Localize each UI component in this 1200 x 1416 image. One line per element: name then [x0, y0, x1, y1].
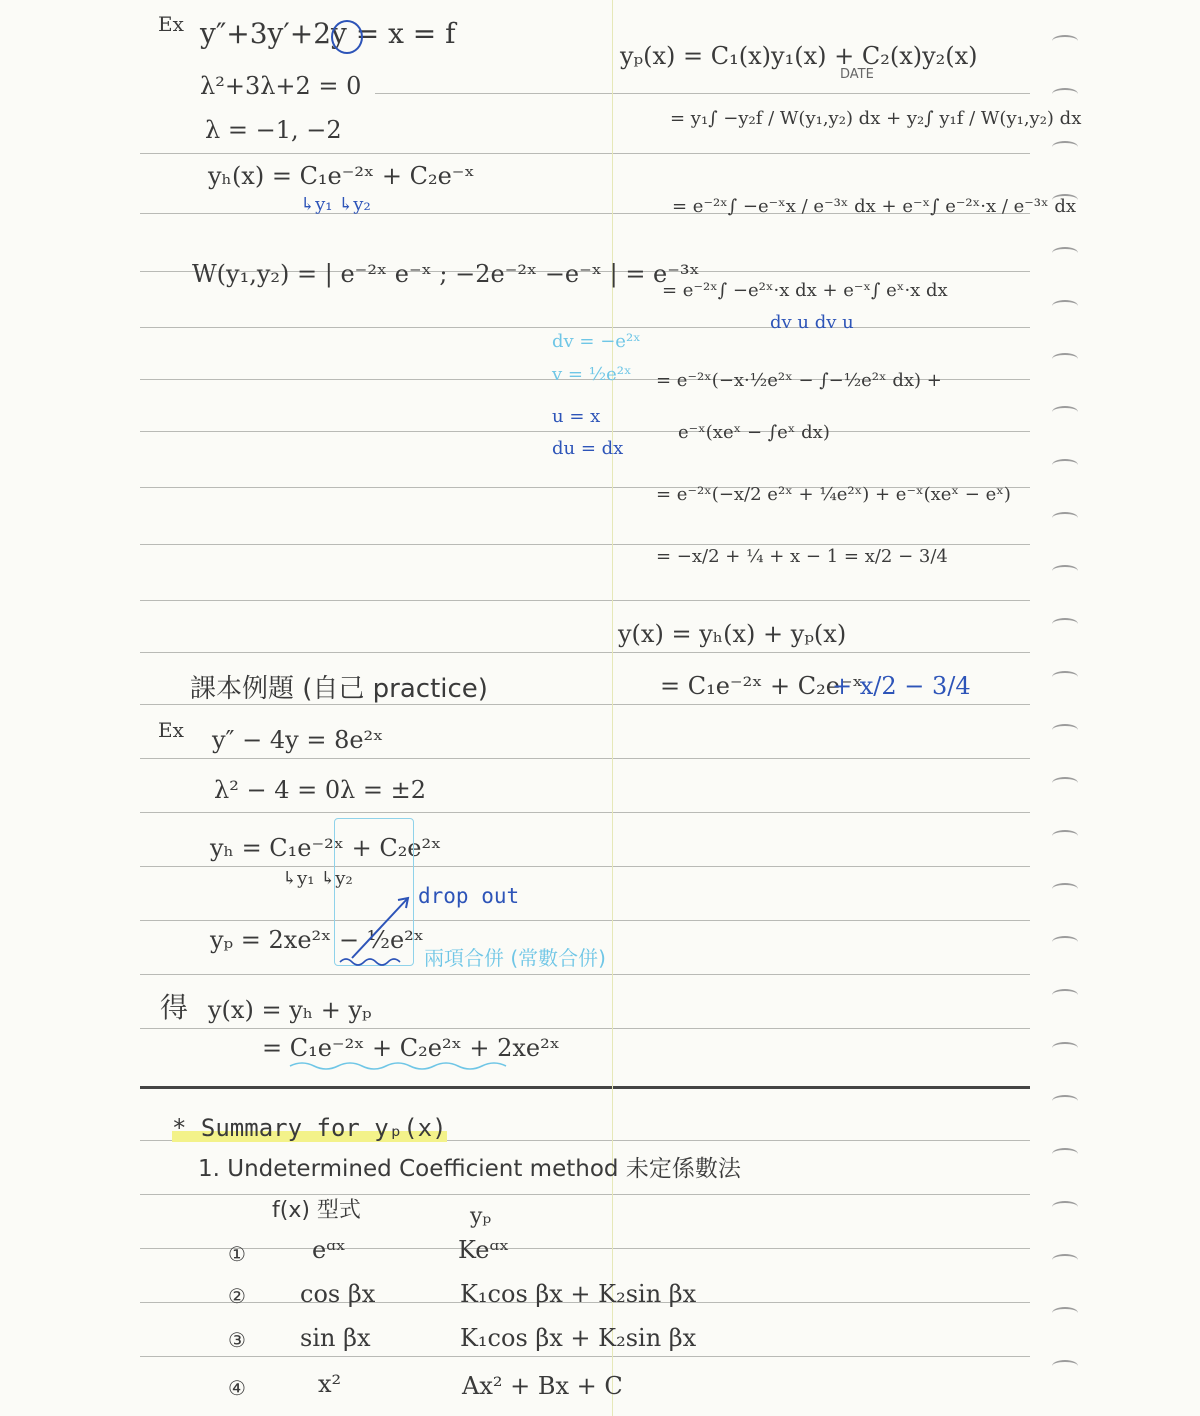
example1-yh-marks: ↳y₁ ↳y₂ — [300, 194, 371, 215]
yp-step4b: e⁻ˣ(xeˣ − ∫eˣ dx) — [678, 422, 830, 443]
general-solution: = C₁e⁻²ˣ + C₂e⁻ˣ — [660, 672, 863, 700]
row-number: ① — [228, 1242, 246, 1266]
summary-col-fx: f(x) 型式 — [272, 1198, 361, 1223]
example1-roots: λ = −1, −2 — [205, 116, 342, 144]
general-solution-particular: + x/2 − 3/4 — [832, 672, 971, 700]
summary-title-text: * Summary for yₚ(x) — [172, 1114, 447, 1142]
example2-heading: 課本例題 (自己 practice) — [190, 674, 488, 704]
summary-title — [172, 1116, 447, 1140]
result-label: 得 — [160, 991, 189, 1024]
example1-equation: y″+3y′+2y = x = f — [200, 17, 456, 50]
row-yp: K₁cos βx + K₂sin βx — [460, 1324, 697, 1352]
date-label: DATE — [840, 67, 874, 82]
example2-roots: λ = ±2 — [340, 776, 426, 804]
combine-note: 兩項合併 (常數合併) — [424, 946, 606, 970]
example2-yh-marks: ↳y₁ ↳y₂ — [282, 868, 353, 889]
row-yp: Ax² + Bx + C — [462, 1372, 623, 1400]
drop-out-note: drop out — [418, 884, 520, 908]
row-fx: eᵅˣ — [312, 1236, 346, 1264]
yp-step1: = y₁∫ −y₂f / W(y₁,y₂) dx + y₂∫ y₁f / W(y₁,y₂) dx — [670, 108, 1082, 129]
yp-step2: = e⁻²ˣ∫ −e⁻ˣx / e⁻³ˣ dx + e⁻ˣ∫ e⁻²ˣ·x / e⁻³ˣ dx — [672, 196, 1076, 217]
side-note-dv: dv = −e²ˣ — [552, 331, 641, 352]
yp-step5: = e⁻²ˣ(−x/2 e²ˣ + ¼e²ˣ) + e⁻ˣ(xeˣ − eˣ) — [656, 484, 1011, 505]
row-fx: x² — [318, 1370, 342, 1398]
row-fx: cos βx — [300, 1280, 376, 1308]
row-number: ③ — [228, 1328, 246, 1352]
example1-label: Ex — [158, 12, 184, 36]
example2-label: Ex — [158, 718, 184, 742]
general-solution-label: y(x) = yₕ(x) + yₚ(x) — [618, 620, 847, 648]
example2-characteristic: λ² − 4 = 0 — [214, 776, 341, 804]
yp-step6: = −x/2 + ¼ + x − 1 = x/2 − 3/4 — [656, 546, 948, 567]
row-yp: Keᵅˣ — [458, 1236, 510, 1264]
example2-yp: yₚ = 2xe²ˣ − ½e²ˣ — [210, 926, 424, 954]
side-note-u: u = x — [552, 406, 601, 427]
summary-col-yp: yₚ — [470, 1204, 492, 1229]
yp-definition: yₚ(x) = C₁(x)y₁(x) + C₂(x)y₂(x) — [620, 42, 978, 70]
example1-wronskian: W(y₁,y₂) = | e⁻²ˣ e⁻ˣ ; −2e⁻²ˣ −e⁻ˣ | = e⁻³ˣ — [192, 260, 700, 288]
side-note-du: du = dx — [552, 438, 624, 459]
summary-method: 1. Undetermined Coefficient method 未定係數法 — [198, 1156, 741, 1182]
example2-result-solution: = C₁e⁻²ˣ + C₂e²ˣ + 2xe²ˣ — [262, 1034, 560, 1062]
example1-characteristic: λ²+3λ+2 = 0 — [200, 72, 362, 100]
row-yp: K₁cos βx + K₂sin βx — [460, 1280, 697, 1308]
yp-step3-marks: dv u dv u — [770, 312, 854, 333]
row-fx: sin βx — [300, 1324, 371, 1352]
example2-equation: y″ − 4y = 8e²ˣ — [212, 726, 384, 754]
yp-step4a: = e⁻²ˣ(−x·½e²ˣ − ∫−½e²ˣ dx) + — [656, 370, 942, 391]
example2-result: y(x) = yₕ + yₚ — [208, 996, 372, 1024]
example1-yh: yₕ(x) = C₁e⁻²ˣ + C₂e⁻ˣ — [208, 162, 475, 190]
side-note-v: v = ½e²ˣ — [552, 364, 632, 385]
row-number: ② — [228, 1284, 246, 1308]
row-number: ④ — [228, 1376, 246, 1400]
example2-yh: yₕ = C₁e⁻²ˣ + C₂e²ˣ — [210, 834, 442, 862]
yp-step3: = e⁻²ˣ∫ −e²ˣ·x dx + e⁻ˣ∫ eˣ·x dx — [662, 280, 948, 301]
